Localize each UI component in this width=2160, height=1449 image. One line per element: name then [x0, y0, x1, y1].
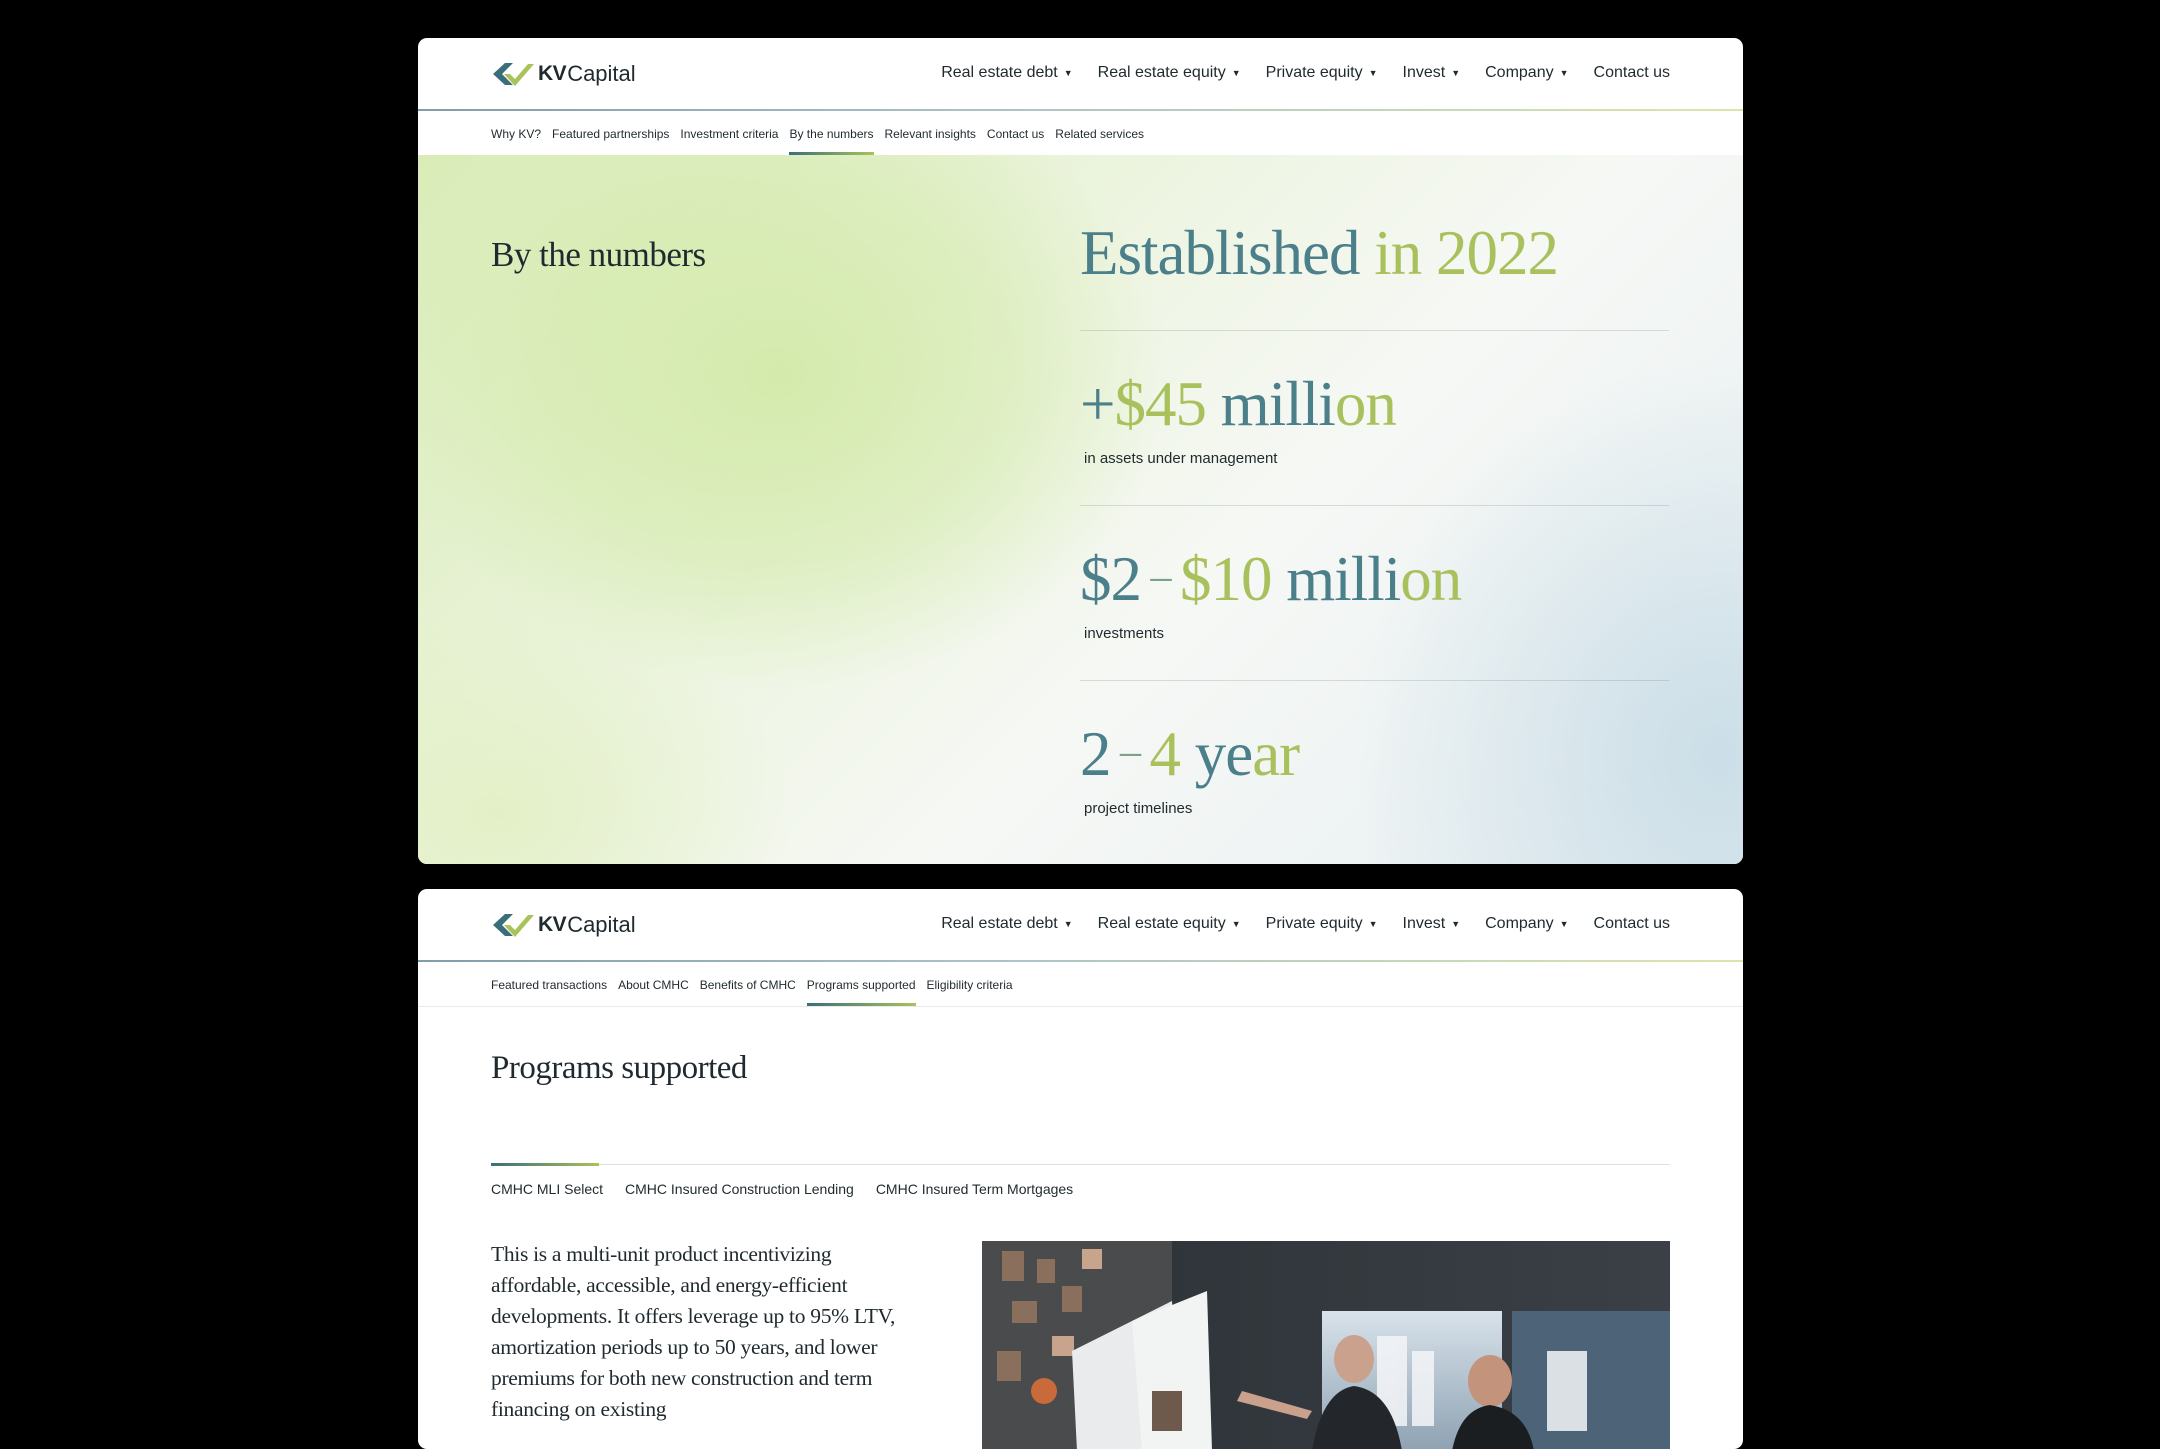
logo-kv-text: KV [538, 913, 567, 936]
kv-capital-logo[interactable] [491, 60, 636, 88]
stat-timelines-value [1080, 718, 1299, 791]
stat-assets-label: in assets under management [1084, 450, 1278, 467]
subnav-about-cmhc[interactable]: About CMHC [618, 978, 689, 992]
site-header [418, 38, 1743, 109]
chevron-down-icon: ▼ [1559, 68, 1569, 78]
stat-investments-label: investments [1084, 625, 1165, 642]
program-tabs [491, 1181, 1095, 1197]
nav-label: Real estate equity [1097, 64, 1226, 81]
logo-capital-text: Capital [567, 61, 636, 86]
subnav-contact-us[interactable]: Contact us [986, 127, 1045, 141]
stat-investments-value [1080, 543, 1461, 616]
chevron-down-icon: ▼ [1368, 68, 1378, 78]
chevron-down-icon: ▼ [1451, 68, 1461, 78]
chevron-down-icon: ▼ [1231, 919, 1241, 929]
tab-cmhc-insured-term-mortgages[interactable]: CMHC Insured Term Mortgages [875, 1181, 1074, 1197]
nav-real-estate-debt[interactable] [941, 915, 1072, 933]
subnav-benefits-of-cmhc[interactable]: Benefits of CMHC [699, 978, 796, 992]
stat-dash: – [1141, 554, 1180, 600]
stat-unit-end: on [1334, 369, 1396, 439]
nav-contact-us[interactable] [1594, 915, 1670, 933]
logo-mark-icon [491, 60, 535, 88]
nav-real-estate-equity[interactable] [1098, 915, 1241, 933]
section-title: By the numbers [491, 235, 706, 274]
divider [1080, 330, 1669, 331]
stat-unit-end: ar [1252, 719, 1300, 789]
tab-cmhc-insured-construction-lending[interactable]: CMHC Insured Construction Lending [625, 1181, 854, 1197]
chevron-down-icon: ▼ [1559, 919, 1569, 929]
site-header [418, 889, 1743, 960]
subnav-by-the-numbers[interactable]: By the numbers [789, 111, 873, 155]
by-the-numbers-section [418, 155, 1743, 864]
logo-mark-icon [491, 911, 535, 939]
section-subnav [418, 962, 1743, 1007]
nav-private-equity[interactable] [1266, 915, 1378, 933]
nav-contact-us[interactable] [1594, 64, 1670, 82]
nav-company[interactable] [1485, 915, 1568, 933]
subnav-relevant-insights[interactable]: Relevant insights [884, 127, 976, 141]
active-tab-indicator [491, 1163, 599, 1166]
chevron-down-icon: ▼ [1063, 919, 1073, 929]
nav-label: Private equity [1265, 64, 1363, 81]
stat-number: $45 [1114, 369, 1207, 439]
program-video[interactable] [982, 1241, 1670, 1449]
page-programs-supported [418, 889, 1743, 1449]
section-subnav [418, 111, 1743, 156]
logo-capital-text: Capital [567, 912, 636, 937]
tab-cmhc-mli-select[interactable]: CMHC MLI Select [491, 1181, 604, 1197]
nav-private-equity[interactable] [1266, 64, 1378, 82]
stat-number: $10 [1180, 544, 1272, 614]
chevron-down-icon: ▼ [1368, 919, 1378, 929]
divider [1080, 680, 1669, 681]
stat-unit: milli [1206, 369, 1335, 439]
kv-capital-logo[interactable] [491, 911, 636, 939]
stat-established [1080, 217, 1558, 290]
nav-label: Private equity [1265, 915, 1363, 932]
logo-kv-text: KV [538, 62, 567, 85]
nav-label: Company [1485, 64, 1554, 81]
office-meeting-image [982, 1241, 1670, 1449]
stat-unit-end: on [1400, 544, 1462, 614]
stat-dash: – [1110, 729, 1150, 775]
stat-plus: + [1080, 369, 1115, 439]
established-text: Established [1080, 218, 1375, 288]
stat-number: $2 [1080, 544, 1141, 614]
divider [1080, 505, 1669, 506]
stat-number: 2 [1080, 719, 1111, 789]
chevron-down-icon: ▼ [1063, 68, 1073, 78]
chevron-down-icon: ▼ [1451, 919, 1461, 929]
page-by-the-numbers [418, 38, 1743, 864]
main-nav [916, 915, 1670, 933]
nav-label: Company [1485, 915, 1554, 932]
nav-company[interactable] [1485, 64, 1568, 82]
tabs-divider [491, 1164, 1670, 1165]
nav-label: Invest [1402, 64, 1446, 81]
nav-label: Contact us [1593, 64, 1670, 81]
nav-invest[interactable] [1403, 64, 1461, 82]
subnav-related-services[interactable]: Related services [1055, 127, 1144, 141]
main-nav [916, 64, 1670, 82]
stat-timelines-label: project timelines [1084, 800, 1193, 817]
nav-invest[interactable] [1403, 915, 1461, 933]
stat-number: 4 [1149, 719, 1180, 789]
nav-label: Invest [1402, 915, 1446, 932]
subnav-programs-supported[interactable]: Programs supported [807, 962, 916, 1006]
subnav-featured-transactions[interactable]: Featured transactions [491, 978, 608, 992]
stat-assets-value [1080, 368, 1396, 441]
nav-label: Real estate debt [941, 64, 1058, 81]
nav-real-estate-equity[interactable] [1098, 64, 1241, 82]
nav-label: Real estate equity [1097, 915, 1226, 932]
nav-label: Contact us [1593, 915, 1670, 932]
subnav-investment-criteria[interactable]: Investment criteria [680, 127, 779, 141]
chevron-down-icon: ▼ [1231, 68, 1241, 78]
nav-real-estate-debt[interactable] [941, 64, 1072, 82]
nav-label: Real estate debt [941, 915, 1058, 932]
section-title: Programs supported [491, 1050, 747, 1086]
program-description: This is a multi-unit product incentivizing affordable, accessible, and energy-efficient developments. It offers leverage up to 95% LTV, amortization periods up to 50 years, and lower premiums for both new construction and term financing on existing [491, 1242, 896, 1421]
subnav-featured-partnerships[interactable]: Featured partnerships [552, 127, 670, 141]
subnav-why-kv[interactable]: Why KV? [491, 127, 542, 141]
stat-unit: ye [1180, 719, 1253, 789]
subnav-eligibility-criteria[interactable]: Eligibility criteria [926, 978, 1013, 992]
established-year: in 2022 [1374, 218, 1558, 288]
stat-unit: milli [1271, 544, 1401, 614]
